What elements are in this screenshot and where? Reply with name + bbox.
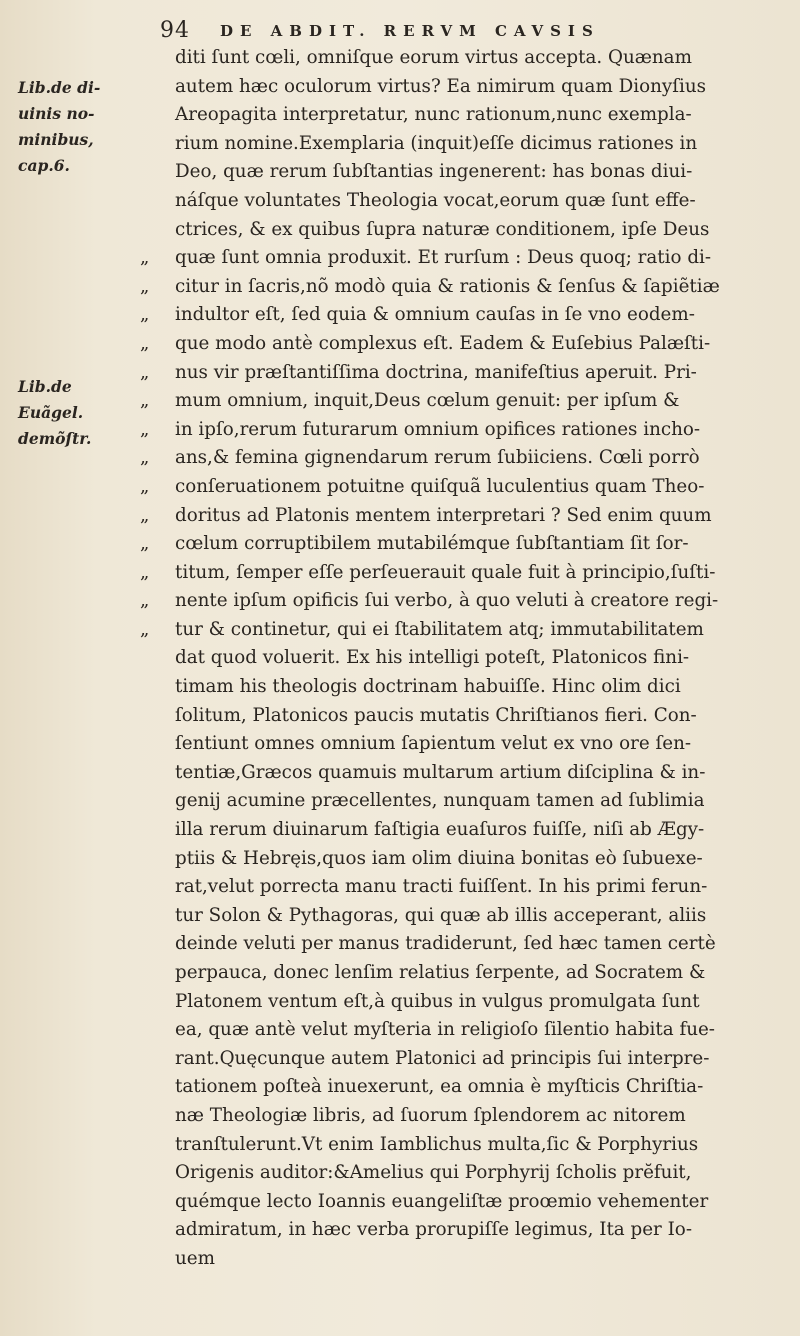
line-text: uem [175,1247,215,1269]
text-line [140,730,790,759]
line-text: ans,& femina gignendarum rerum ſubiiciens. Cœli porrò [175,447,700,469]
line-text: conſeruationem potuitne quiſquã luculentius quam Theo- [175,475,705,497]
text-line [140,787,790,816]
text-line [140,559,790,588]
line-text: mum omnium, inquit,Deus cœlum genuit: per ipſum & [175,390,680,412]
text-line [140,616,790,645]
line-text: ptiis & Hebręis,quos iam olim diuina bonitas eò ſubuexe- [175,847,703,869]
text-line [140,902,790,931]
text-line [140,444,790,473]
running-title: DE ABDIT. RERVM CAVSIS [220,22,600,40]
quote-mark: „ [140,447,150,469]
line-text: deinde veluti per manus tradiderunt, ſed hæc tamen certè [175,933,716,955]
quote-mark: „ [140,275,150,297]
text-line [140,187,790,216]
line-text: timam his theologis doctrinam habuiſſe. Hinc olim dici [175,676,681,698]
text-line [140,301,790,330]
margin-note: Lib.de di- [18,78,101,97]
text-line [140,1073,790,1102]
text-line [140,845,790,874]
line-text: Origenis auditor:&Amelius qui Porphyrij ſcholis prĕfuit, [175,1162,692,1184]
page-number: 94 [160,18,190,43]
line-text: admiratum, in hæc verba prorupiſſe legimus, Ita per Io- [175,1219,692,1241]
margin-note: demõſtr. [18,429,92,448]
quote-mark: „ [140,247,150,269]
text-line [140,873,790,902]
text-line [140,1016,790,1045]
line-text: tationem poſteà inuexerunt, ea omnia è myſticis Chriſtia- [175,1076,704,1098]
quote-mark: „ [140,304,150,326]
text-line [140,244,790,273]
text-line [140,1131,790,1160]
line-text: náſque voluntates Theologia vocat,eorum quæ ſunt effe- [175,189,696,211]
text-line [140,644,790,673]
quote-mark: „ [140,332,150,354]
margin-note: cap.6. [18,156,70,175]
quote-mark: „ [140,504,150,526]
line-text: citur in ſacris,nõ modò quia & rationis & ſenſus & ſapiẽtiæ [175,275,720,297]
line-text: tentiæ,Græcos quamuis multarum artium diſciplina & in- [175,761,706,783]
text-line [140,587,790,616]
line-text: indultor eſt, ſed quia & omnium cauſas in ſe vno eodem- [175,304,695,326]
text-line [140,1045,790,1074]
text-line [140,1188,790,1217]
line-text: tur & continetur, qui ei ſtabilitatem atq; immutabilitatem [175,618,704,640]
text-line [140,158,790,187]
line-text: Platonem ventum eſt,à quibus in vulgus promulgata ſunt [175,990,700,1012]
line-text: cœlum corruptibilem mutabilémque ſubſtantiam ſit ſor- [175,533,689,555]
text-line [140,73,790,102]
text-line [140,44,790,73]
margin-note: minibus, [18,130,94,149]
line-text: doritus ad Platonis mentem interpretari ? Sed enim quum [175,504,712,526]
line-text: tranſtulerunt.Vt enim Iamblichus multa,ſic & Porphyrius [175,1133,699,1155]
quote-mark: „ [140,361,150,383]
line-text: nente ipſum opificis ſui verbo, à quo veluti à creatore regi- [175,590,719,612]
line-text: rat,velut porrecta manu tracti fuiſſent. In his primi ferun- [175,876,708,898]
text-line [140,359,790,388]
text-line [140,216,790,245]
text-line [140,1102,790,1131]
line-text: quæ ſunt omnia produxit. Et rurſum : Deus quoq; ratio di- [175,247,712,269]
text-line [140,530,790,559]
text-line [140,473,790,502]
quote-mark: „ [140,618,150,640]
line-text: genij acumine præcellentes, nunquam tamen ad ſublimia [175,790,705,812]
text-line [140,273,790,302]
margin-note: uinis no- [18,104,95,123]
line-text: autem hæc oculorum virtus? Ea nimirum quam Dionyſius [175,75,706,97]
body-text [140,44,790,1274]
quote-mark: „ [140,561,150,583]
line-text: næ Theologiæ libris, ad ſuorum ſplendorem ac nitorem [175,1104,686,1126]
quote-mark: „ [140,418,150,440]
line-text: Areopagita interpretatur, nunc rationum,nunc exempla- [175,104,692,126]
text-line [140,816,790,845]
line-text: titum, ſemper eſſe perſeuerauit quale fuit à principio,ſuſti- [175,561,716,583]
line-text: dat quod voluerit. Ex his intelligi poteſt, Platonicos fini- [175,647,690,669]
text-line [140,101,790,130]
line-text: perpauca, donec lenſim relatius ſerpente, ad Socratem & [175,962,706,983]
text-line [140,988,790,1017]
text-line [140,1159,790,1188]
text-line [140,130,790,159]
quote-mark: „ [140,533,150,555]
text-line [140,387,790,416]
margin-note: Euãgel. [18,403,84,422]
text-line [140,702,790,731]
margin-note: Lib.de [18,377,72,396]
text-line [140,959,790,988]
text-line [140,330,790,359]
line-text: diti ſunt cœli, omniſque eorum virtus accepta. Quænam [175,47,692,68]
text-line [140,416,790,445]
line-text: rium nomine.Exemplaria (inquit)eſſe dicimus rationes in [175,132,698,154]
line-text: nus vir præſtantiſſima doctrina, manifeſtius aperuit. Pri- [175,361,697,383]
page-header [160,18,780,44]
line-text: illa rerum diuinarum faſtigia euaſuros fuiſſe, niſi ab Ægy- [175,819,705,841]
line-text: que modo antè complexus eſt. Eadem & Euſebius Palæſti- [175,332,711,354]
text-line [140,1216,790,1245]
line-text: rant.Quęcunque autem Platonici ad principis ſui interpre- [175,1047,710,1069]
quote-mark: „ [140,390,150,412]
line-text: quémque lecto Ioannis euangeliſtæ proœmio vehementer [175,1190,709,1212]
line-text: ſentiunt omnes omnium ſapientum velut ex vno ore ſen- [175,733,692,755]
line-text: ea, quæ antè velut myſteria in religioſo ſilentio habita fue- [175,1019,715,1041]
text-line [140,502,790,531]
line-text: in ipſo,rerum futurarum omnium opifices rationes incho- [175,418,701,440]
line-text: tur Solon & Pythagoras, qui quæ ab illis acceperant, aliis [175,904,707,926]
line-text: ſolitum, Platonicos paucis mutatis Chriſtianos fieri. Con- [175,704,697,726]
quote-mark: „ [140,590,150,612]
line-text: ctrices, & ex quibus ſupra naturæ conditionem, ipſe Deus [175,218,710,240]
quote-mark: „ [140,475,150,497]
text-line [140,930,790,959]
line-text: Deo, quæ rerum ſubſtantias ingenerent: has bonas diui- [175,161,693,183]
text-line [140,673,790,702]
text-line [140,759,790,788]
text-line [140,1245,790,1274]
